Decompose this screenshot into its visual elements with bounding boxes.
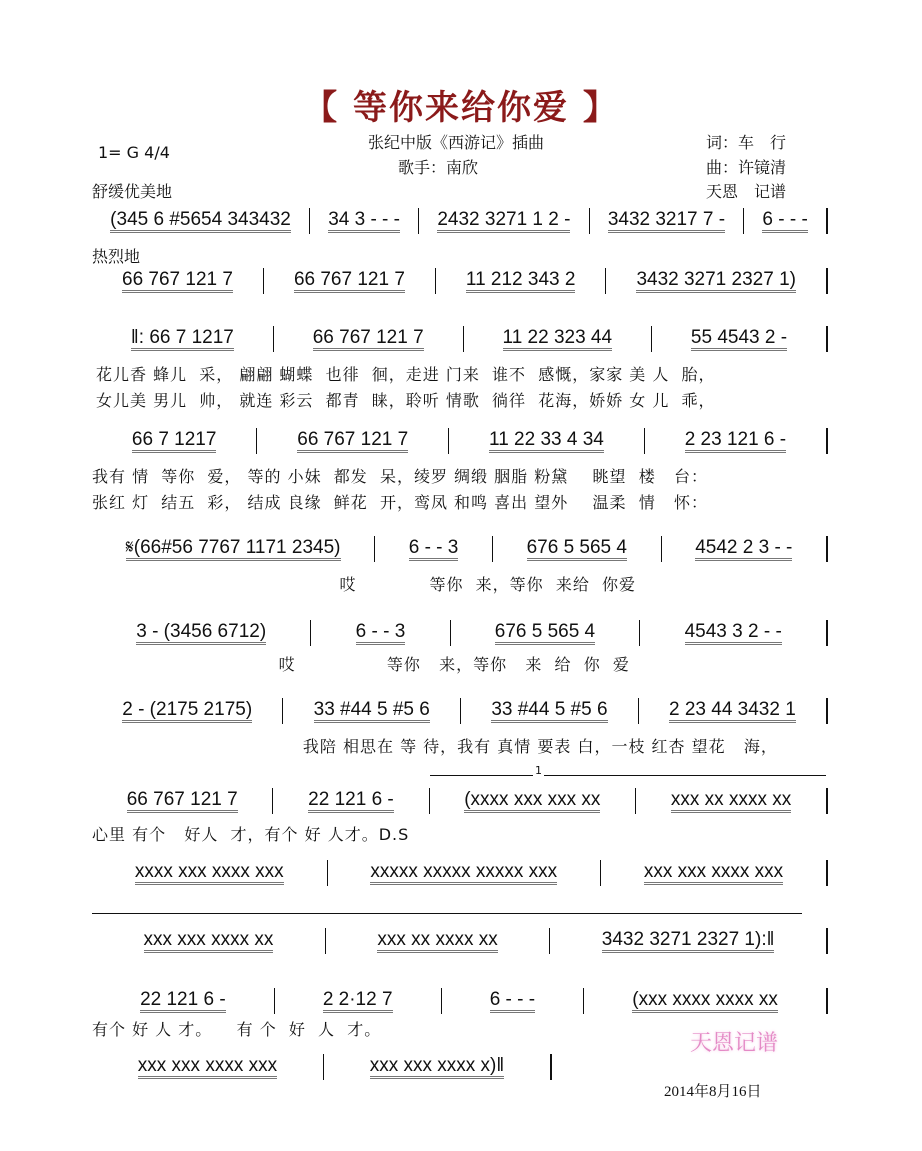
notes: 3432 3271 2327 1):‖ bbox=[602, 930, 775, 953]
notes: 66 767 121 7 bbox=[122, 270, 233, 293]
tempo-marking: 舒缓优美地 bbox=[92, 182, 173, 201]
measure bbox=[419, 208, 589, 234]
measure bbox=[442, 988, 585, 1014]
measure bbox=[92, 860, 328, 886]
subtitle: 张纪中版《西游记》插曲 bbox=[368, 133, 545, 152]
notes: 55 4543 2 - bbox=[691, 328, 787, 351]
notes: 33 #44 5 #5 6 bbox=[314, 700, 430, 723]
measure bbox=[92, 268, 264, 294]
measure bbox=[328, 860, 602, 886]
composer: 曲：许镜清 bbox=[706, 158, 787, 177]
measure bbox=[550, 928, 828, 954]
notes: 676 5 565 4 bbox=[495, 622, 595, 645]
notes: 6 - - 3 bbox=[356, 622, 406, 645]
notes: 66 767 121 7 bbox=[297, 430, 408, 453]
notes: 2 23 121 6 - bbox=[685, 430, 786, 453]
volta-bracket bbox=[430, 775, 826, 776]
notes: xxx xxx xxxx x)‖ bbox=[370, 1056, 505, 1079]
lyricist: 词：车 行 bbox=[706, 133, 787, 152]
measure bbox=[324, 1054, 552, 1080]
measure bbox=[449, 428, 645, 454]
notes: 33 #44 5 #5 6 bbox=[491, 700, 607, 723]
lyric-line: 我陪 相思在 等 待，我有 真情 要表 白，一枝 红杏 望花 海， bbox=[96, 737, 778, 756]
staff-line bbox=[92, 534, 828, 564]
measure bbox=[430, 788, 637, 814]
measure bbox=[636, 788, 828, 814]
notes: 66 767 121 7 bbox=[294, 270, 405, 293]
measure bbox=[584, 988, 828, 1014]
volta-line bbox=[92, 913, 802, 914]
notes: 3432 3271 2327 1) bbox=[636, 270, 796, 293]
date: 2014年8月16日 bbox=[664, 1084, 762, 1100]
measure bbox=[92, 788, 273, 814]
measure bbox=[652, 326, 828, 352]
measure bbox=[744, 208, 828, 234]
song-title: 【 等你来给你爱 】 bbox=[303, 88, 619, 128]
notes: 22 121 6 - bbox=[308, 790, 394, 813]
notes: 34 3 - - - bbox=[328, 210, 400, 233]
staff-line bbox=[92, 926, 828, 956]
notes: xxx xxx xxxx xxx bbox=[644, 862, 783, 885]
measure bbox=[375, 536, 493, 562]
measure bbox=[640, 620, 828, 646]
staff-line bbox=[92, 426, 828, 456]
staff-line bbox=[92, 986, 828, 1016]
measure bbox=[92, 428, 257, 454]
notes: xxx xx xxxx xx bbox=[377, 930, 497, 953]
notes: 2432 3271 1 2 - bbox=[437, 210, 570, 233]
volta-label: 1 bbox=[535, 764, 542, 777]
notes: 4542 2 3 - - bbox=[695, 538, 792, 561]
notes: 22 121 6 - bbox=[140, 990, 226, 1013]
notes: 66 767 121 7 bbox=[313, 328, 424, 351]
measure bbox=[283, 698, 461, 724]
measure bbox=[464, 326, 652, 352]
measure bbox=[92, 988, 275, 1014]
staff-line bbox=[92, 618, 828, 648]
notes: xxx xxx xxxx xxx bbox=[138, 1056, 277, 1079]
measure bbox=[257, 428, 449, 454]
key-signature: 1= G 4/4 bbox=[98, 143, 170, 162]
staff-line bbox=[92, 696, 828, 726]
measure bbox=[451, 620, 641, 646]
measure bbox=[274, 326, 464, 352]
measure bbox=[264, 268, 436, 294]
notes: 𝄋(66#56 7767 1171 2345) bbox=[126, 538, 341, 561]
measure bbox=[662, 536, 828, 562]
measure bbox=[639, 698, 828, 724]
notes: 2 2·12 7 bbox=[323, 990, 393, 1013]
notes: 11 22 323 44 bbox=[503, 328, 613, 351]
notes: 11 212 343 2 bbox=[466, 270, 576, 293]
measure bbox=[601, 860, 828, 886]
transcriber-stamp: 天恩记谱 bbox=[690, 1031, 779, 1056]
notes: xxxx xxx xxxx xxx bbox=[135, 862, 284, 885]
measure bbox=[493, 536, 662, 562]
notes: 2 - (2175 2175) bbox=[122, 700, 252, 723]
notes: 6 - - - bbox=[762, 210, 807, 233]
measure bbox=[275, 988, 442, 1014]
measure bbox=[92, 698, 283, 724]
notes: 3432 3217 7 - bbox=[608, 210, 725, 233]
notes: 66 767 121 7 bbox=[127, 790, 238, 813]
notes: 6 - - - bbox=[490, 990, 535, 1013]
measure bbox=[273, 788, 429, 814]
measure bbox=[590, 208, 745, 234]
measure bbox=[92, 326, 274, 352]
measure bbox=[311, 620, 450, 646]
lyric-line: 张红 灯 结五 彩， 结成 良缘 鲜花 开，鸾凤 和鸣 喜出 望外 温柔 情 怀： bbox=[92, 493, 708, 512]
notes: 4543 3 2 - - bbox=[685, 622, 782, 645]
measure bbox=[461, 698, 639, 724]
notes: (xxxx xxx xxx xx bbox=[464, 790, 600, 813]
notes: xxx xx xxxx xx bbox=[671, 790, 791, 813]
measure bbox=[436, 268, 607, 294]
staff-line bbox=[92, 266, 828, 296]
lyric-line: 哎 等你 来，等你 来给 你爱 bbox=[96, 575, 636, 594]
notes: (xxx xxxx xxxx xx bbox=[632, 990, 778, 1013]
staff-line bbox=[92, 206, 828, 236]
notes: xxxxx xxxxx xxxxx xxx bbox=[370, 862, 557, 885]
measure bbox=[606, 268, 828, 294]
measure bbox=[92, 620, 311, 646]
notes: ‖: 66 7 1217 bbox=[131, 328, 234, 351]
measure bbox=[92, 208, 310, 234]
notes: xxx xxx xxxx xx bbox=[144, 930, 274, 953]
notes: 66 7 1217 bbox=[132, 430, 217, 453]
lyric-line: 女儿美 男儿 帅， 就连 彩云 都青 睐，聆听 情歌 徜徉 花海，娇娇 女 儿 乖， bbox=[96, 391, 716, 410]
notes: 3 - (3456 6712) bbox=[136, 622, 266, 645]
lyric-line: 花儿香 蜂儿 采， 翩翩 蝴蝶 也徘 徊，走进 门来 谁不 感慨，家家 美 人 胎， bbox=[96, 365, 716, 384]
staff-line bbox=[92, 786, 828, 816]
notes: 2 23 44 3432 1 bbox=[669, 700, 796, 723]
notes: (345 6 #5654 343432 bbox=[110, 210, 291, 233]
staff-line bbox=[92, 1052, 552, 1082]
lyric-line: 心里 有个 好人 才，有个 好 人才。D.S bbox=[92, 825, 410, 844]
notes: 6 - - 3 bbox=[409, 538, 459, 561]
measure bbox=[92, 928, 326, 954]
lyric-line: 我有 情 等你 爱， 等的 小妹 都发 呆，绫罗 绸缎 胭脂 粉黛 眺望 楼 台： bbox=[92, 467, 708, 486]
staff-line bbox=[92, 858, 828, 888]
transcriber: 天恩 记谱 bbox=[706, 182, 787, 201]
measure bbox=[92, 1054, 324, 1080]
measure bbox=[645, 428, 828, 454]
lyric-line: 哎 等你 来，等你 来 给 你 爱 bbox=[96, 655, 630, 674]
measure bbox=[310, 208, 419, 234]
tempo-marking-2: 热烈地 bbox=[92, 247, 141, 266]
measure bbox=[326, 928, 550, 954]
measure bbox=[92, 536, 375, 562]
notes: 11 22 33 4 34 bbox=[489, 430, 604, 453]
notes: 676 5 565 4 bbox=[527, 538, 627, 561]
singer: 歌手：南欣 bbox=[398, 158, 479, 177]
lyric-line: 有个 好 人 才。 有 个 好 人 才。 bbox=[92, 1020, 382, 1039]
staff-line bbox=[92, 324, 828, 354]
